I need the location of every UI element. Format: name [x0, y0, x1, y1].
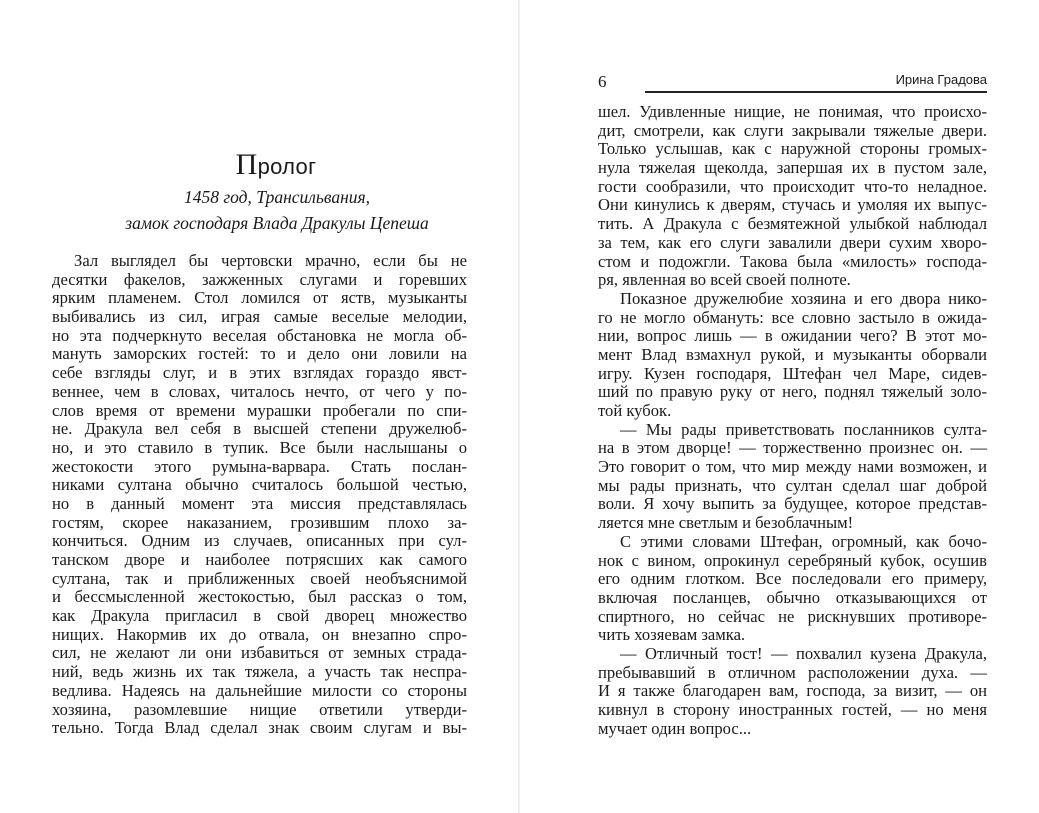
header-rule	[645, 91, 987, 93]
text-line: мучает один вопрос...	[598, 718, 752, 738]
subtitle-line: замок господаря Влада Дракулы Цепеша	[125, 213, 429, 233]
text-line: спиртного, но сейчас не рискнувших противоре-	[598, 606, 987, 626]
text-line: той кубок.	[598, 401, 672, 420]
chapter-title	[0, 148, 552, 182]
text-line: Они кинулись к дверям, стучась и умоляя их выпус-	[598, 195, 987, 215]
text-line: себе взгляды слуг, и в этих взглядах гораздо явст-	[52, 363, 467, 383]
text-line: танском дворе и наиболее потрясших как самого	[52, 550, 467, 569]
text-line: ший по правую руку от него, поднял тяжелый золо-	[598, 382, 987, 402]
text-line: Показное дружелюбие хозяина и его двора нико-	[620, 288, 987, 308]
text-line: слов время от времени мурашки пробегали по спи-	[52, 400, 467, 420]
text-line: на в этом дворце! — торжественно произнес он. —	[598, 438, 987, 458]
text-line: ний, ведь жизнь их так тяжела, а участь так неспра-	[52, 662, 467, 682]
chapter-subtitle	[0, 184, 554, 236]
text-line: тельно. Тогда Влад сделал знак своим слугам и вы-	[52, 718, 467, 738]
text-line: Только услышав, как с наружной стороны громых-	[598, 139, 987, 159]
text-line: гости сообразили, что происходит что-то неладное.	[598, 176, 987, 196]
text-line: тить. А Дракула с безмятежной улыбкой наблюдал	[598, 214, 987, 234]
paragraph	[598, 290, 987, 421]
paragraph	[52, 252, 467, 738]
paragraph	[598, 421, 987, 533]
left-page	[0, 0, 519, 813]
text-line: ря, явленная во всей своей полноте.	[598, 270, 851, 290]
text-line: — Отличный тост! — похвалил кузена Дракула,	[620, 643, 987, 663]
text-line: воли. Я хочу выпить за будущее, которое представ-	[598, 494, 987, 514]
text-line: но в данный момент эта миссия представлялась	[52, 493, 467, 513]
text-line: и бессмысленной жестокостью, был рассказ о том,	[52, 587, 467, 607]
text-line: но эта подчеркнуто веселая обстановка не могла об-	[52, 325, 467, 345]
text-line: пребывавший в отличном расположении духа. —	[598, 662, 987, 682]
chapter-title-rest: ролог	[257, 154, 317, 179]
text-line: нула тяжелая щеколда, запершая их в пустом зале,	[598, 158, 987, 178]
text-line: как Дракула пригласил в свой дворец множество	[52, 606, 467, 626]
text-line: десятки факелов, зажженных слугами и горевших	[52, 269, 467, 289]
paragraph	[598, 103, 987, 290]
text-line: шел. Удивленные нищие, не понимая, что происхо-	[598, 102, 987, 121]
text-line: не. Дракула вел себя в высшей степени дружелюб-	[52, 419, 467, 439]
text-line: гостям, скорее наказанием, грозившим плохо за-	[52, 512, 467, 532]
text-line: Это говорит о том, что мир между нами возможен, и	[598, 457, 987, 477]
text-line: — Мы рады приветствовать посланников султа-	[620, 419, 987, 439]
text-line: его одним глотком. Все последовали его примеру,	[598, 569, 987, 589]
text-line: кивнул в сторону иностранных гостей, — но меня	[598, 700, 987, 719]
text-line: ведлива. Надеясь на дальнейшие милости со стороны	[52, 680, 467, 700]
paragraph	[598, 645, 987, 738]
right-page-body	[598, 103, 987, 738]
text-line: нии, вопрос лишь — в ожидании чего? В этот мо-	[598, 326, 987, 346]
text-line: игру. Кузен господаря, Штефан чел Маре, сидев-	[598, 363, 987, 383]
text-line: И я также благодарен вам, господа, за визит, — он	[598, 681, 987, 701]
running-head-author: Ирина Градова	[895, 72, 987, 87]
text-line: мы рады признать, что султан сделал шаг доброй	[598, 475, 987, 495]
paragraph	[598, 533, 987, 645]
text-line: султана, так и приближенных своей необъяснимой	[52, 568, 467, 588]
text-line: но, и это ставило в тупик. Все были наслышаны о	[52, 437, 467, 457]
text-line: нок с вином, опрокинул серебряный кубок, осушив	[598, 550, 987, 570]
text-line: го не могло обмануть: все словно застыло в ожида-	[598, 307, 987, 327]
text-line: за тем, как его слуги завалили двери сухим хворо-	[598, 232, 987, 252]
text-line: стом и подожгли. Такова была «милость» господа-	[598, 251, 987, 271]
text-line: кончиться. Одним из случаев, описанных при сул-	[52, 531, 467, 551]
text-line: ярким пламенем. Стол ломился от яств, музыканты	[52, 288, 467, 308]
text-line: Зал выглядел бы чертовски мрачно, если бы не	[74, 251, 467, 270]
text-line: ляется мне светлым и безоблачным!	[598, 513, 854, 533]
text-line: включая посланцев, обычно отказывающихся от	[598, 587, 987, 607]
text-line: С этими словами Штефан, огромный, как бочо-	[620, 531, 987, 551]
text-line: никами султана обычно считалось большой честью,	[52, 475, 467, 495]
text-line: чить хозяевам замка.	[598, 625, 746, 645]
page-number: 6	[598, 72, 607, 91]
text-line: мануть заморских гостей: то и дело они ловили на	[52, 344, 467, 364]
text-line: жестокости этого румына-варвара. Стать послан-	[52, 456, 467, 476]
subtitle-line: 1458 год, Трансильвания,	[183, 187, 371, 207]
text-line: нищих. Накормив их до отвала, он внезапно спро-	[52, 624, 467, 644]
left-page-body	[52, 252, 467, 738]
text-line: хозяина, разомлевшие нищие ответили утверди-	[52, 699, 467, 719]
chapter-title-initial: П	[235, 148, 258, 181]
right-page	[520, 0, 1039, 813]
text-line: веннее, чем в словах, читалось нечто, от чего у по-	[52, 381, 467, 401]
text-line: сил, не желают ли они избавиться от земных страда-	[52, 643, 467, 663]
text-line: мент Влад взмахнул рукой, и музыканты оборвали	[598, 344, 987, 364]
text-line: дит, смотрели, как слуги закрывали тяжелые двери.	[598, 120, 987, 140]
text-line: выбивались из сил, играя самые веселые мелодии,	[52, 307, 467, 327]
